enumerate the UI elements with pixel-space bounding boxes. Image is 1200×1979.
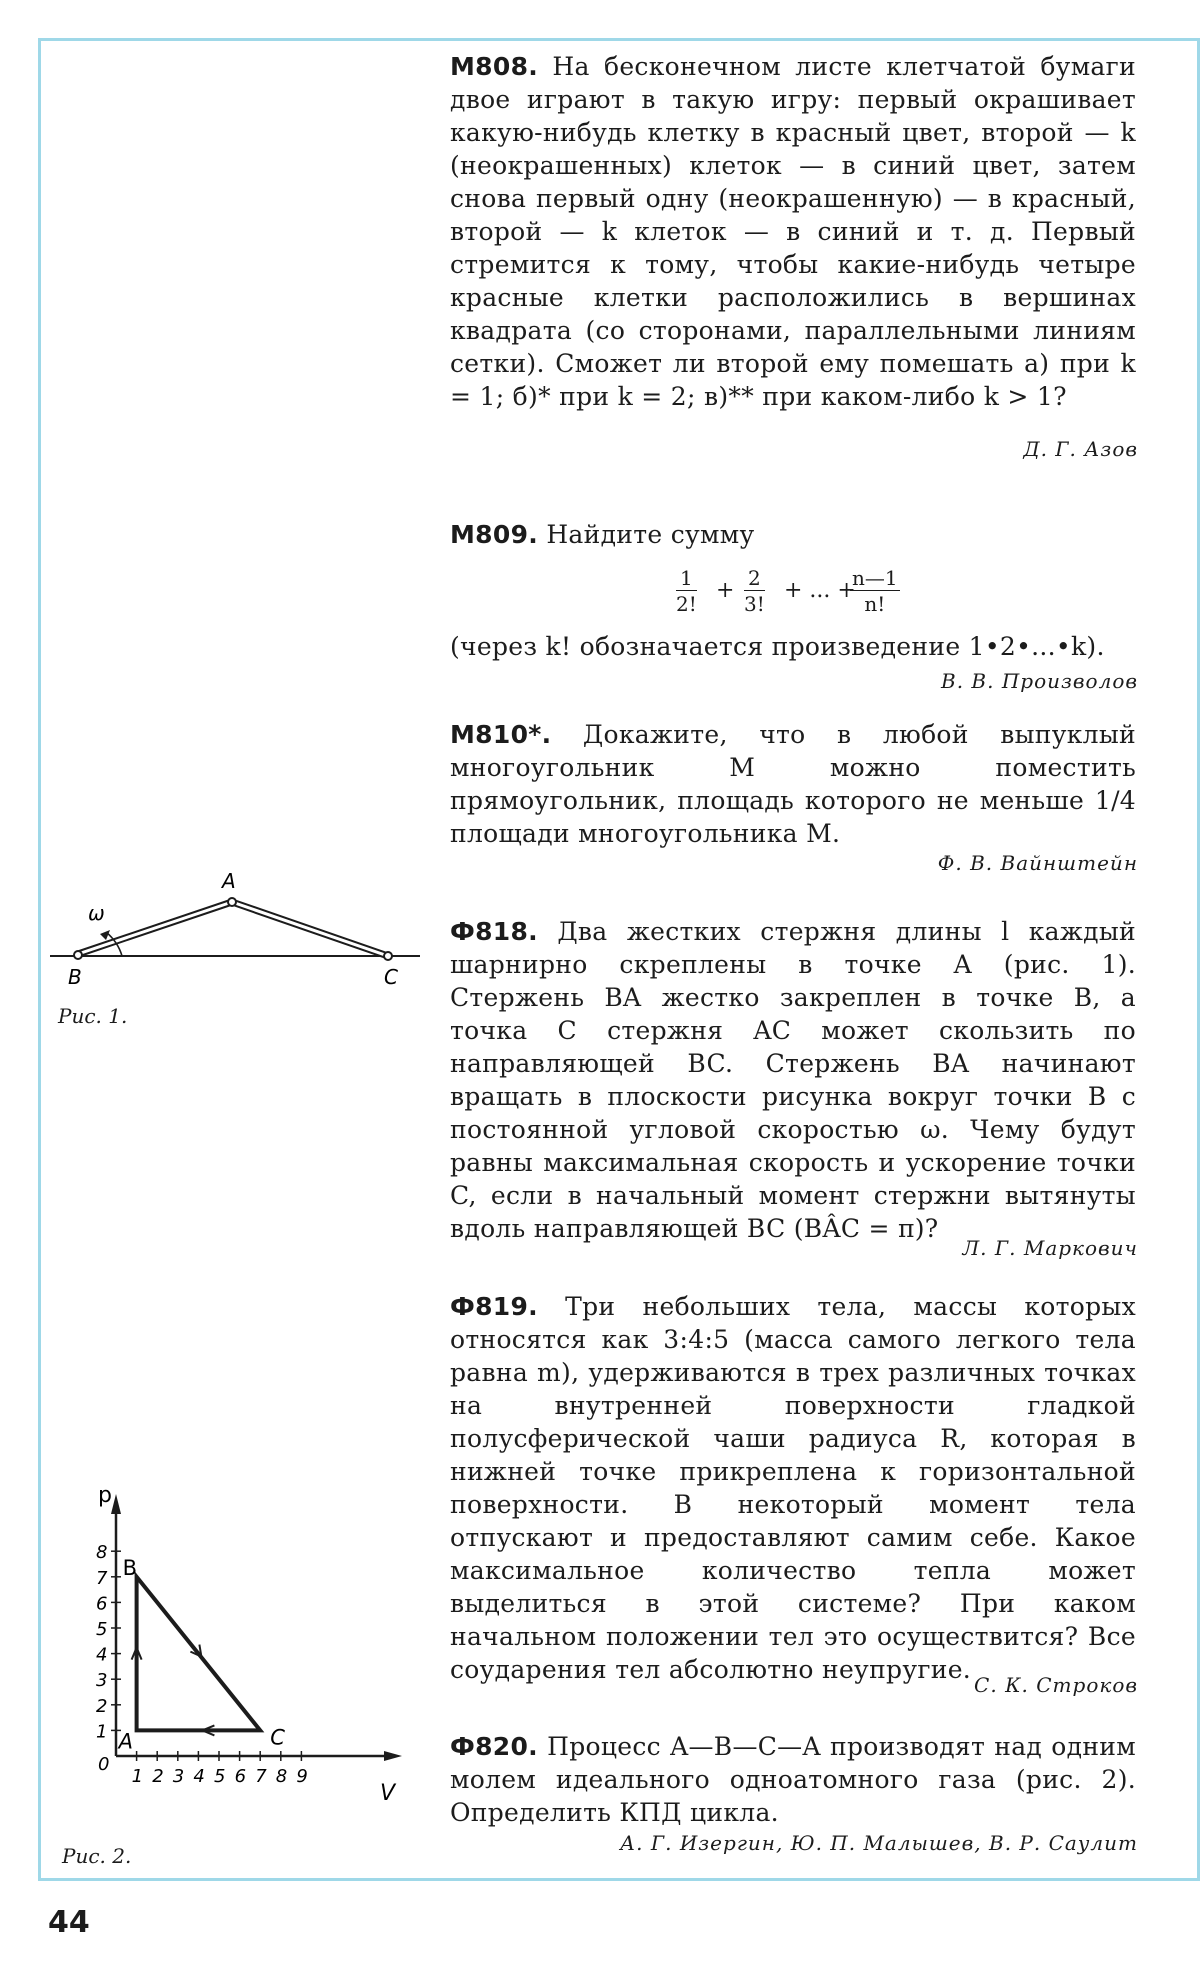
y-tick-label: 5: [96, 1619, 108, 1640]
problem-f818: [450, 915, 1136, 1245]
point-label-b: B: [122, 1555, 138, 1580]
fraction-numerator: n—1: [852, 566, 898, 590]
problem-text: Докажите, что в любой выпуклый многоугольник M можно поместить прямоугольник, площадь которого не меньше 1/4 площади многоугольника M.: [450, 720, 1137, 848]
fraction-2: [744, 566, 765, 617]
x-axis-arrow: [384, 1751, 402, 1761]
x-tick-label: 9: [296, 1766, 308, 1787]
fraction-numerator: 2: [744, 566, 765, 591]
problem-note: (через k! обозначается произведение 1•2•...•k).: [450, 632, 1105, 661]
hinge-c: [384, 952, 392, 960]
y-tick-label: 8: [96, 1542, 108, 1564]
page-number: 44: [48, 1905, 90, 1940]
x-tick-label: 7: [255, 1766, 267, 1787]
problem-author: В. В. Произволов: [941, 669, 1138, 693]
problem-author: С. К. Строков: [974, 1673, 1138, 1697]
x-tick-label: 1: [131, 1766, 144, 1787]
rod-ac-inner: [232, 902, 388, 956]
point-label-a: A: [118, 1729, 133, 1754]
hinge-a: [228, 898, 236, 906]
label-c: C: [384, 965, 398, 989]
problem-text: Два жестких стержня длины l каждый шарнирно скреплены в точке A (рис. 1). Стержень BA жестко закреплен в точке B, а точка C стержня AC может скользить по направляющей BC. Стержень BA начинают вращать в плоскости рисунка вокруг точки B с постоянной угловой скоростью ω. Чему будут равны максимальная скорость и ускорение точки C, если в начальный момент стержни вытянуты вдоль направляющей BC (BÂC = π)?: [450, 917, 1136, 1243]
x-tick-label: 4: [193, 1766, 205, 1787]
plus-sign: +: [716, 578, 735, 603]
x-tick-label: 8: [275, 1766, 288, 1787]
problem-author: Д. Г. Азов: [1023, 437, 1138, 461]
problem-m810: [450, 718, 1136, 850]
problem-m809-note: [450, 630, 1136, 663]
label-b: B: [68, 965, 82, 989]
fraction-denominator: 2!: [676, 592, 697, 616]
problem-text: Три небольших тела, массы которых относятся как 3:4:5 (масса самого легкого тела равна m), удерживаются в трех различных точках на внутренней поверхности гладкой полусферической чаши радиуса R, которая в нижней точке прикреплена к горизонтальной поверхности. В некоторый момент тела отпускают и предоставляют самим себе. Какое максимальное количество тепла может выделиться в этой системе? При каком начальном положении тел это осуществится? Все соударения тел абсолютно неупругие.: [450, 1292, 1136, 1684]
label-a: A: [222, 869, 236, 893]
problem-author: Ф. В. Вайнштейн: [937, 851, 1138, 875]
cycle-path: [137, 1577, 261, 1731]
x-tick-label: 5: [214, 1766, 226, 1787]
fraction-3: [850, 566, 900, 617]
fraction-denominator: 3!: [744, 592, 765, 616]
y-axis-arrow: [111, 1494, 121, 1514]
y-tick-label: 2: [96, 1695, 108, 1717]
sum-formula: [450, 566, 1136, 622]
problem-f819: [450, 1290, 1136, 1686]
problem-author: А. Г. Изергин, Ю. П. Малышев, В. Р. Саулит: [620, 1831, 1138, 1855]
problem-code: Ф820.: [450, 1732, 538, 1761]
problem-author: Л. Г. Маркович: [962, 1236, 1138, 1260]
problem-text: На бесконечном листе клетчатой бумаги двое играют в такую игру: первый окрашивает какую-нибудь клетку в красный цвет, второй — k (неокрашенных) клеток — в синий цвет, затем снова первый одну (неокрашенную) — в красный, второй — k клеток — в синий и т. д. Первый стремится к тому, чтобы какие-нибудь четыре красные клетки расположились в вершинах квадрата (со сторонами, параллельными линиям сетки). Сможет ли второй ему помешать а) при k = 1; б)* при k = 2; в)** при каком-либо k > 1?: [450, 52, 1137, 411]
problem-code: Ф819.: [450, 1292, 538, 1321]
axis-label-v: V: [380, 1781, 396, 1806]
y-tick-label: 4: [96, 1644, 108, 1666]
figure-2: [40, 1480, 420, 1810]
axis-label-p: p: [98, 1483, 112, 1508]
problem-f820: [450, 1730, 1136, 1829]
point-label-c: C: [270, 1725, 285, 1750]
problem-code: M808.: [450, 52, 539, 81]
problem-text: Процесс A—B—C—A производят над одним молем идеального одноатомного газа (рис. 2). Определить КПД цикла.: [450, 1732, 1136, 1827]
y-tick-label: 7: [96, 1567, 108, 1589]
fraction-numerator: 1: [676, 566, 697, 591]
problem-code: Ф818.: [450, 917, 538, 946]
ellipsis: + ... +: [784, 578, 856, 603]
y-tick-label: 3: [96, 1670, 108, 1692]
x-tick-label: 6: [234, 1766, 247, 1787]
figure-1: [40, 860, 430, 1000]
figure-2-caption: Рис. 2.: [62, 1844, 132, 1868]
label-omega: ω: [88, 901, 105, 925]
y-tick-label: 1: [96, 1721, 108, 1743]
origin-label: 0: [98, 1754, 110, 1775]
problem-code: M810*.: [450, 720, 552, 749]
problem-code: M809.: [450, 520, 539, 549]
problem-text: Найдите сумму: [546, 520, 755, 549]
problem-m808: [450, 50, 1136, 413]
x-tick-label: 2: [152, 1766, 164, 1787]
fraction-1: [676, 566, 697, 617]
x-tick-label: 3: [172, 1766, 185, 1787]
hinge-b: [74, 951, 82, 959]
y-tick-label: 6: [96, 1593, 108, 1615]
problem-m809: [450, 518, 1136, 551]
fraction-denominator: n!: [864, 592, 886, 616]
figure-1-caption: Рис. 1.: [58, 1004, 128, 1028]
